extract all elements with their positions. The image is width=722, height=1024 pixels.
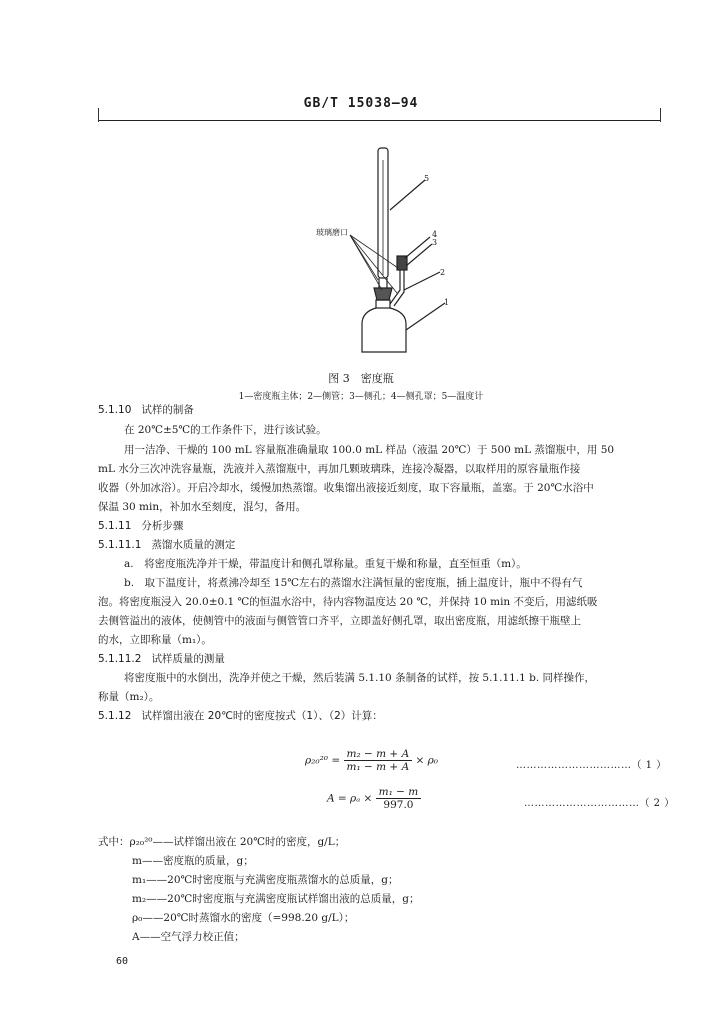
where-row — [132, 872, 399, 887]
paragraph-line: 收器（外加冰浴）。开启冷却水，缓慢加热蒸馏。收集馏出液接近刻度，取下容量瓶，盖塞。于 20℃水浴中 — [98, 482, 594, 494]
where-row — [98, 834, 345, 849]
equation-2-number: ……………………………（ 2 ） — [524, 798, 675, 809]
where-desc: 密度瓶的质量，g； — [162, 855, 254, 867]
section-number: 5.1.12 — [98, 710, 132, 722]
ground-glass-stopper — [374, 288, 392, 300]
where-row — [132, 891, 420, 906]
figure-caption: 图 3 密度瓶 — [328, 372, 394, 385]
density-bottle-figure — [300, 140, 500, 370]
where-desc: 20℃时密度瓶与充满密度瓶蒸馏水的总质量，g； — [167, 874, 399, 886]
section-number: 5.1.11.1 — [98, 539, 142, 551]
header-rule — [98, 120, 660, 121]
equation-lhs: ρ₂₀²⁰ = — [305, 754, 341, 767]
section-5-1-11-1-heading — [98, 539, 235, 552]
numerator: m₁ − m — [376, 786, 422, 799]
where-desc: 试样馏出液在 20℃时的密度，g/L； — [173, 836, 346, 848]
page-number: 60 — [116, 956, 129, 967]
step-b-line: 的水，立即称量（m₁）。 — [98, 634, 212, 646]
where-symbol: m₁—— — [132, 874, 168, 886]
callout-1: 1 — [444, 298, 450, 307]
section-number: 5.1.10 — [98, 404, 132, 416]
callout-line-5 — [390, 180, 425, 210]
equation-lhs: A = ρₐ × — [327, 792, 373, 805]
equation-tail: × ρ₀ — [415, 754, 439, 767]
denominator: 997.0 — [383, 799, 414, 811]
section-title: 试样质量的测量 — [151, 653, 225, 665]
step-b-line: b. 取下温度计，将煮沸冷却至 15℃左右的蒸馏水注满恒量的密度瓶，插上温度计，瓶中不得有气 — [124, 577, 583, 589]
figure-label-glass-joint: 玻璃磨口 — [316, 228, 348, 237]
equation-1 — [305, 748, 438, 773]
paragraph-line: 将密度瓶中的水倒出，洗净并使之干燥，然后装满 5.1.10 条制备的试样，按 5.1.11.1 b. 同样操作， — [124, 672, 596, 684]
step-b-line: 泡。将密度瓶浸入 20.0±0.1 ℃的恒温水浴中，待内容物温度达 20 ℃，并保持 10 min 不变后，用滤纸吸 — [98, 596, 598, 608]
section-title: 分析步骤 — [141, 520, 184, 532]
paragraph-line: 称量（m₂）。 — [98, 691, 160, 703]
page-header: GB/T 15038—94 — [303, 96, 419, 111]
denominator: m₁ − m + A — [346, 761, 410, 773]
step-a: a. 将密度瓶洗净并干燥，带温度计和侧孔罩称量。重复干燥和称量，直至恒重（m）。 — [124, 558, 527, 570]
equation-2 — [327, 786, 421, 811]
section-5-1-12-heading — [98, 710, 383, 723]
section-number: 5.1.11.2 — [98, 653, 142, 665]
where-desc: 20℃时密度瓶与充满密度瓶试样馏出液的总质量，g； — [167, 893, 420, 905]
margin-mark-right — [660, 108, 661, 122]
where-row — [132, 929, 245, 944]
equation-1-number: ……………………………（ 1 ） — [516, 760, 667, 771]
fraction — [344, 748, 413, 773]
callout-5: 5 — [424, 174, 430, 183]
figure-legend: 1—密度瓶主体；2—侧管；3—侧孔；4—侧孔罩；5—温度计 — [238, 392, 484, 402]
section-title: 试样的制备 — [141, 404, 194, 416]
margin-mark-left — [98, 108, 99, 122]
where-symbol: m₂—— — [132, 893, 168, 905]
bottle-body — [362, 308, 406, 352]
paragraph: 在 20℃±5℃的工作条件下，进行该试验。 — [124, 424, 327, 436]
fraction — [376, 786, 422, 811]
where-symbol: 式中：ρ₂₀²⁰—— — [98, 836, 174, 848]
numerator: m₂ − m + A — [344, 748, 413, 761]
where-row — [132, 853, 254, 868]
where-symbol: ρ₀—— — [132, 912, 164, 924]
callout-2: 2 — [440, 268, 446, 277]
callout-4: 4 — [432, 230, 438, 239]
step-b-line: 去侧管溢出的液体，使侧管中的液面与侧管管口齐平，立即盖好侧孔罩，取出密度瓶，用滤纸擦干瓶壁上 — [98, 615, 581, 627]
section-5-1-11-heading — [98, 520, 183, 533]
where-desc: 空气浮力校正值； — [160, 931, 245, 943]
where-symbol: m—— — [132, 855, 163, 867]
where-symbol: A—— — [132, 931, 161, 943]
paragraph-line: 用一洁净、干燥的 100 mL 容量瓶准确量取 100.0 mL 样品（液温 20℃）于 500 mL 蒸馏瓶中，用 50 — [124, 444, 615, 456]
section-title: 蒸馏水质量的测定 — [151, 539, 236, 551]
callout-3: 3 — [432, 238, 438, 247]
paragraph-line: 保温 30 min，补加水至刻度，混匀，备用。 — [98, 501, 307, 513]
paragraph-line: mL 水分三次冲洗容量瓶，洗液并入蒸馏瓶中，再加几颗玻璃珠，连接冷凝器，以取样用的原容量瓶作接 — [98, 463, 581, 475]
section-number: 5.1.11 — [98, 520, 132, 532]
where-row — [132, 910, 354, 925]
section-5-1-10-heading — [98, 404, 194, 417]
where-desc: 20℃时蒸馏水的密度（=998.20 g/L）； — [163, 912, 355, 924]
section-title: 试样馏出液在 20℃时的密度按式（1）、（2）计算： — [141, 710, 383, 722]
section-5-1-11-2-heading — [98, 653, 225, 666]
